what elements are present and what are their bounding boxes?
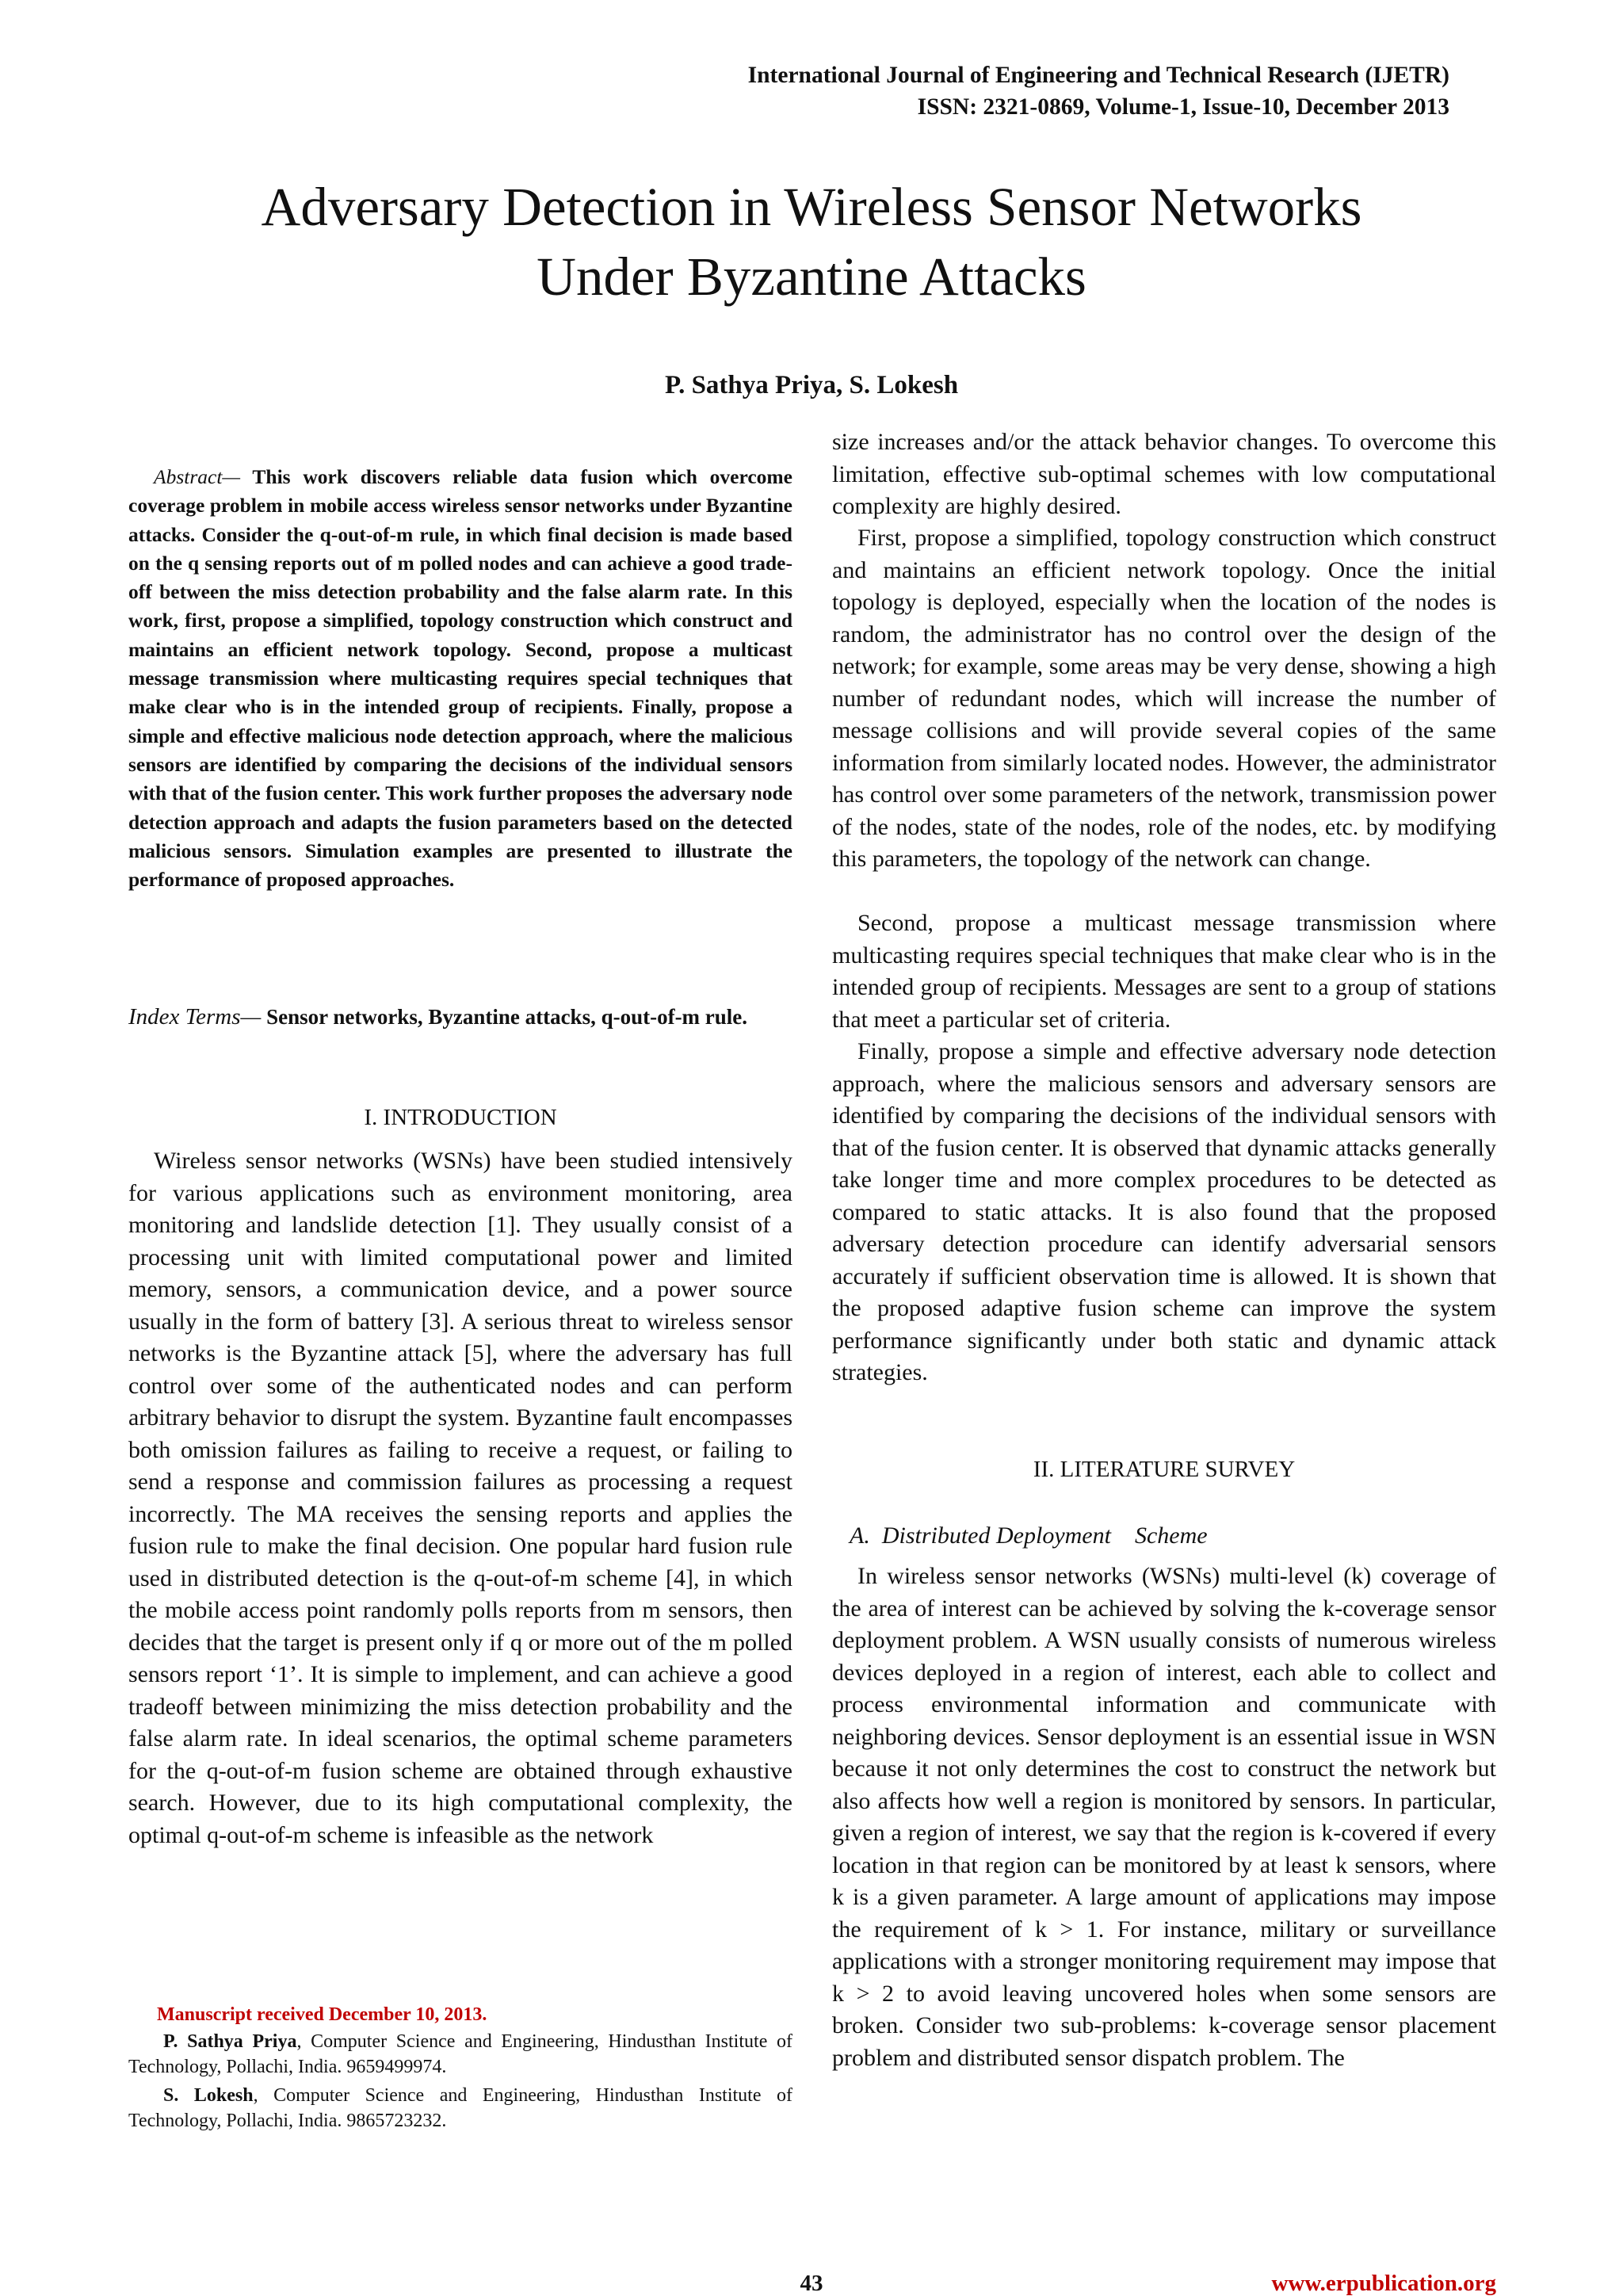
subsection-a-label: A. xyxy=(850,1522,870,1549)
continuation-paragraph: size increases and/or the attack behavior changes. To overcome this limitation, effective sub-optimal schemes with low computational complexity are highly desired. xyxy=(832,429,1496,519)
paper-title-line-2: Under Byzantine Attacks xyxy=(537,246,1086,307)
subsection-a-title: Distributed Deployment Scheme xyxy=(881,1522,1208,1549)
index-terms xyxy=(128,1003,792,1032)
introduction-paragraph: Wireless sensor networks (WSNs) have been studied intensively for various applications such as environment monitoring, area monitoring and landslide detection [1]. They usually consist of a processing unit with limited computational power and limited memory, sensors, a communication device, and a power source usually in the form of battery [3]. A serious threat to wireless sensor networks is the Byzantine attack [5], where the adversary has full control over some of the authenticated nodes and can perform arbitrary behavior to disrupt the system. Byzantine fault encompasses both omission failures as failing to receive a request, or failing to send a response and commission failures as processing a request incorrectly. The MA receives the sensing reports and applies the fusion rule to make the final decision. One popular hard fusion rule used in distributed detection is the q-out-of-m scheme [4], in which the mobile access point randomly polls reports from m sensors, then decides that the target is present only if q or more out of the m polled sensors report ‘1’. It is simple to implement, and can achieve a good tradeoff between minimizing the miss detection probability and the false alarm rate. In ideal scenarios, the optimal scheme parameters for the q-out-of-m fusion scheme are obtained through exhaustive search. However, due to its high computational complexity, the optimal q-out-of-m scheme is infeasible as the network xyxy=(128,1148,792,1848)
paper-authors: P. Sathya Priya, S. Lokesh xyxy=(664,371,959,399)
paper-title-line-1: Adversary Detection in Wireless Sensor Networks xyxy=(261,177,1362,237)
abstract-dash: — xyxy=(222,465,241,488)
page-number: 43 xyxy=(800,2271,823,2296)
finally-paragraph: Finally, propose a simple and effective adversary node detection approach, where the malicious sensors and adversary sensors are identified by comparing the decisions of the individual sensors with that of the fusion center. It is observed that dynamic attacks generally take longer time and more complex procedures to be detected as compared to static attacks. It is also found that the proposed adversary detection procedure can identify adversarial sensors accurately if sufficient observation time is allowed. It is shown that the proposed adaptive fusion scheme can improve the system performance significantly under both static and dynamic attack strategies. xyxy=(832,1038,1496,1385)
section-1-heading xyxy=(128,1102,792,1133)
manuscript-received-note: Manuscript received December 10, 2013. xyxy=(157,2004,487,2025)
author-2-footnote xyxy=(128,2083,792,2134)
first-paragraph: First, propose a simplified, topology construction which construct and maintains an efficient network topology. Once the initial topology is deployed, especially when the location of the nodes is random, the administrator has no control over the design of the network; for example, some areas may be very dense, showing a high number of redundant nodes, which will increase the number of message collisions and will provide several copies of the same information from similarly located nodes. However, the administrator has control over some parameters of the network, transmission power of the nodes, state of the nodes, role of the nodes, etc. by modifying this parameters, the topology of the network can change. xyxy=(832,525,1496,872)
section-1-title-rest: NTRODUCTION xyxy=(391,1105,557,1130)
abstract-label: Abstract xyxy=(154,465,223,488)
abstract-text: This work discovers reliable data fusion which overcome coverage problem in mobile access wireless sensor networks under Byzantine attacks. Consider the q-out-of-m rule, in which final decision is made based on the q sensing reports out of m polled nodes and can achieve a good trade-off between the miss detection probability and the false alarm rate. In this work, first, propose a simplified, topology construction which construct and maintains an efficient network topology. Second, propose a multicast message transmission where multicasting requires special techniques that make clear who is in the intended group of recipients. Finally, propose a simple and effective malicious node detection approach, where the malicious sensors are identified by comparing the decisions of the individual sensors with that of the fusion center. This work further proposes the adversary node detection approach and adapts the fusion parameters based on the detected malicious sensors. Simulation examples are presented to illustrate the performance of proposed approaches. xyxy=(128,465,792,892)
index-terms-dash: — xyxy=(240,1004,262,1030)
section-1-number: I. xyxy=(364,1105,378,1130)
subsection-a-heading xyxy=(850,1520,1496,1552)
second-paragraph: Second, propose a multicast message transmission where multicasting requires special techniques that make clear who is in the intended group of recipients. Messages are sent to a group of stations that meet a particular set of criteria. xyxy=(832,910,1496,1033)
author-1-info: , Computer Science and Engineering, Hindusthan Institute of Technology, Pollachi, India. 9659499974. xyxy=(128,2031,793,2077)
author-2-info: , Computer Science and Engineering, Hindusthan Institute of Technology, Pollachi, India. 9865723232. xyxy=(128,2085,792,2131)
index-terms-text: Sensor networks, Byzantine attacks, q-out-of-m rule. xyxy=(261,1005,748,1029)
section-1-title-first: I xyxy=(383,1105,391,1130)
abstract xyxy=(128,463,792,894)
author-1-name: P. Sathya Priya xyxy=(163,2031,297,2052)
journal-name: International Journal of Engineering and Technical Research (IJETR) xyxy=(747,63,1449,88)
issn-line: ISSN: 2321-0869, Volume-1, Issue-10, December 2013 xyxy=(917,94,1449,120)
section-2-heading: II. LITERATURE SURVEY xyxy=(1033,1457,1296,1482)
publisher-website: www.erpublication.org xyxy=(1271,2271,1496,2296)
index-terms-label: Index Terms xyxy=(128,1004,241,1030)
literature-survey-paragraph: In wireless sensor networks (WSNs) multi-level (k) coverage of the area of interest can be achieved by solving the k-coverage sensor deployment problem. A WSN usually consists of numerous wireless devices deployed in a region of interest, each able to collect and process environmental information and communicate with neighboring devices. Sensor deployment is an essential issue in WSN because it not only determines the cost to construct the network but also affects how well a region is monitored by sensors. In particular, given a region of interest, we say that the region is k-covered if every location in that region can be monitored by at least k sensors, where k is a given parameter. A large amount of applications may impose the requirement of k > 1. For instance, military or surveillance applications with a stronger monitoring requirement may impose that k > 2 to avoid leaving uncovered holes when some sensors are broken. Consider two sub-problems: k-coverage sensor placement problem and distributed sensor dispatch problem. The xyxy=(832,1563,1496,2071)
author-2-name: S. Lokesh xyxy=(163,2085,254,2106)
author-1-footnote xyxy=(128,2029,792,2080)
